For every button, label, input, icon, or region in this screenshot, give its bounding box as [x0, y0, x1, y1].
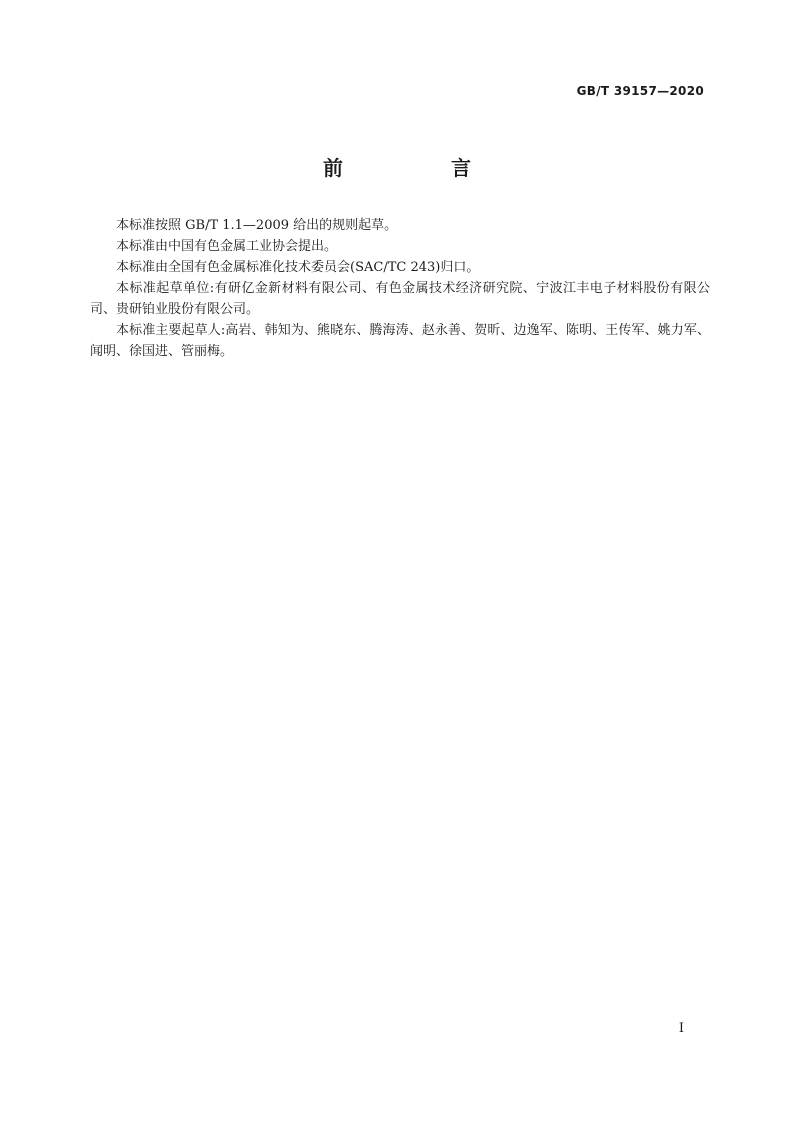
paragraph-committee: 本标准由全国有色金属标准化技术委员会(SAC/TC 243)归口。 — [116, 260, 480, 275]
paragraph-drafting-units: 本标准起草单位:有研亿金新材料有限公司、有色金属技术经济研究院、宁波江丰电子材料股份有限公司、贵研铂业股份有限公司。 — [90, 281, 710, 317]
page-number: I — [678, 1021, 684, 1036]
page-title: 前 言 — [323, 156, 515, 180]
paragraph-drafting-rules: 本标准按照 GB/T 1.1—2009 给出的规则起草。 — [116, 218, 398, 233]
standard-code: GB/T 39157—2020 — [576, 84, 704, 98]
foreword-body — [90, 215, 710, 362]
paragraph-drafters: 本标准主要起草人:高岩、韩知为、熊晓东、腾海涛、赵永善、贺昕、边逸军、陈明、王传军、姚力军、闻明、徐国进、管丽梅。 — [90, 323, 710, 359]
paragraph-proposer: 本标准由中国有色金属工业协会提出。 — [116, 239, 338, 254]
